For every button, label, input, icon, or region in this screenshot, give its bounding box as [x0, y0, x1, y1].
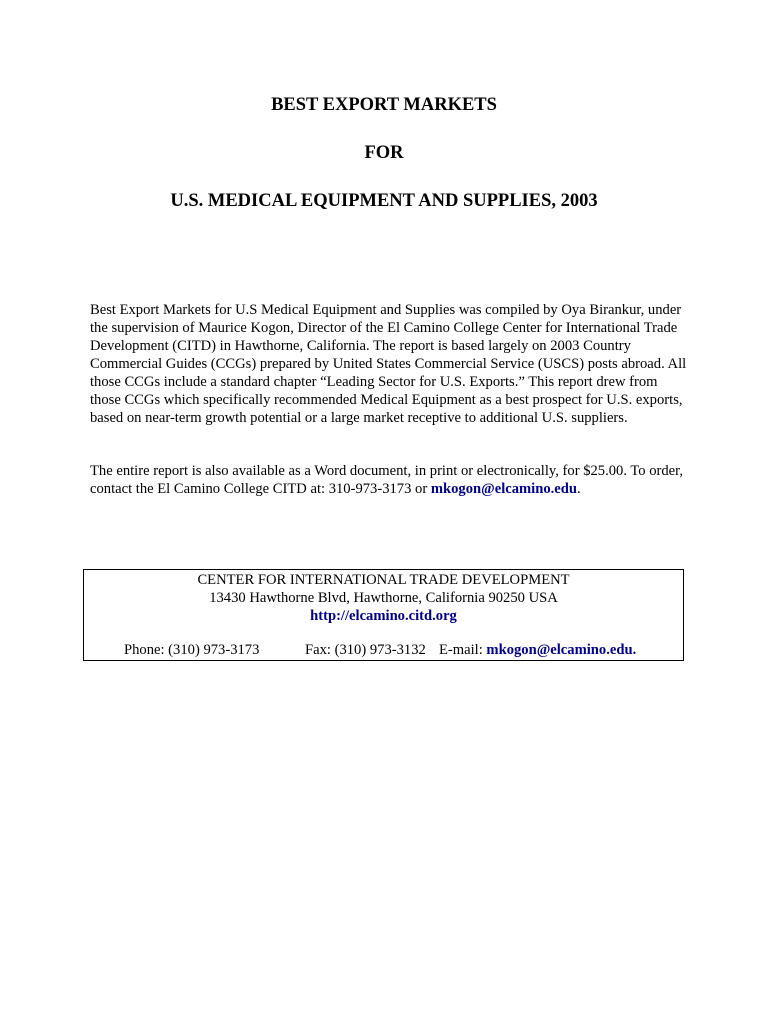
website-line [84, 607, 683, 625]
contact-email-link[interactable]: mkogon@elcamino.edu. [486, 642, 637, 658]
org-name: CENTER FOR INTERNATIONAL TRADE DEVELOPMENT [197, 572, 570, 588]
intro-paragraph: Best Export Markets for U.S Medical Equipment and Supplies was compiled by Oya Birankur, under the supervision of Maurice Kogon, Director of the El Camino College Center for International Trade Development (CITD) in Hawthorne, California. The report is based largely on 2003 Country Commercial Guides (CCGs) prepared by United States Commercial Service (USCS) posts abroad. All those CCGs include a standard chapter “Leading Sector for U.S. Exports.” This report drew from those CCGs which specifically recommended Medical Equipment as a best prospect for U.S. exports, based on near-term growth potential or a large market receptive to additional U.S. suppliers. [90, 302, 687, 426]
title-line-2: FOR [364, 143, 404, 163]
order-text: The entire report is also available as a Word document, in print or electronically, for $25.00. To order, contact the El Camino College CITD at: 310-973-3173 or [90, 463, 684, 497]
phone-number: Phone: (310) 973-3173 [124, 642, 260, 658]
title-line-3: U.S. MEDICAL EQUIPMENT AND SUPPLIES, 2003 [170, 191, 598, 211]
email-label: E-mail: [439, 642, 487, 658]
fax-number: Fax: (310) 973-3132 [305, 642, 426, 658]
order-paragraph [90, 462, 690, 498]
contact-box [83, 569, 684, 661]
email-line [439, 641, 636, 659]
title-line-1: BEST EXPORT MARKETS [271, 95, 497, 115]
order-period: . [577, 481, 581, 497]
org-address: 13430 Hawthorne Blvd, Hawthorne, California 90250 USA [209, 590, 558, 606]
order-email-link[interactable]: mkogon@elcamino.edu [430, 481, 578, 497]
website-link[interactable]: http://elcamino.citd.org [310, 608, 457, 624]
